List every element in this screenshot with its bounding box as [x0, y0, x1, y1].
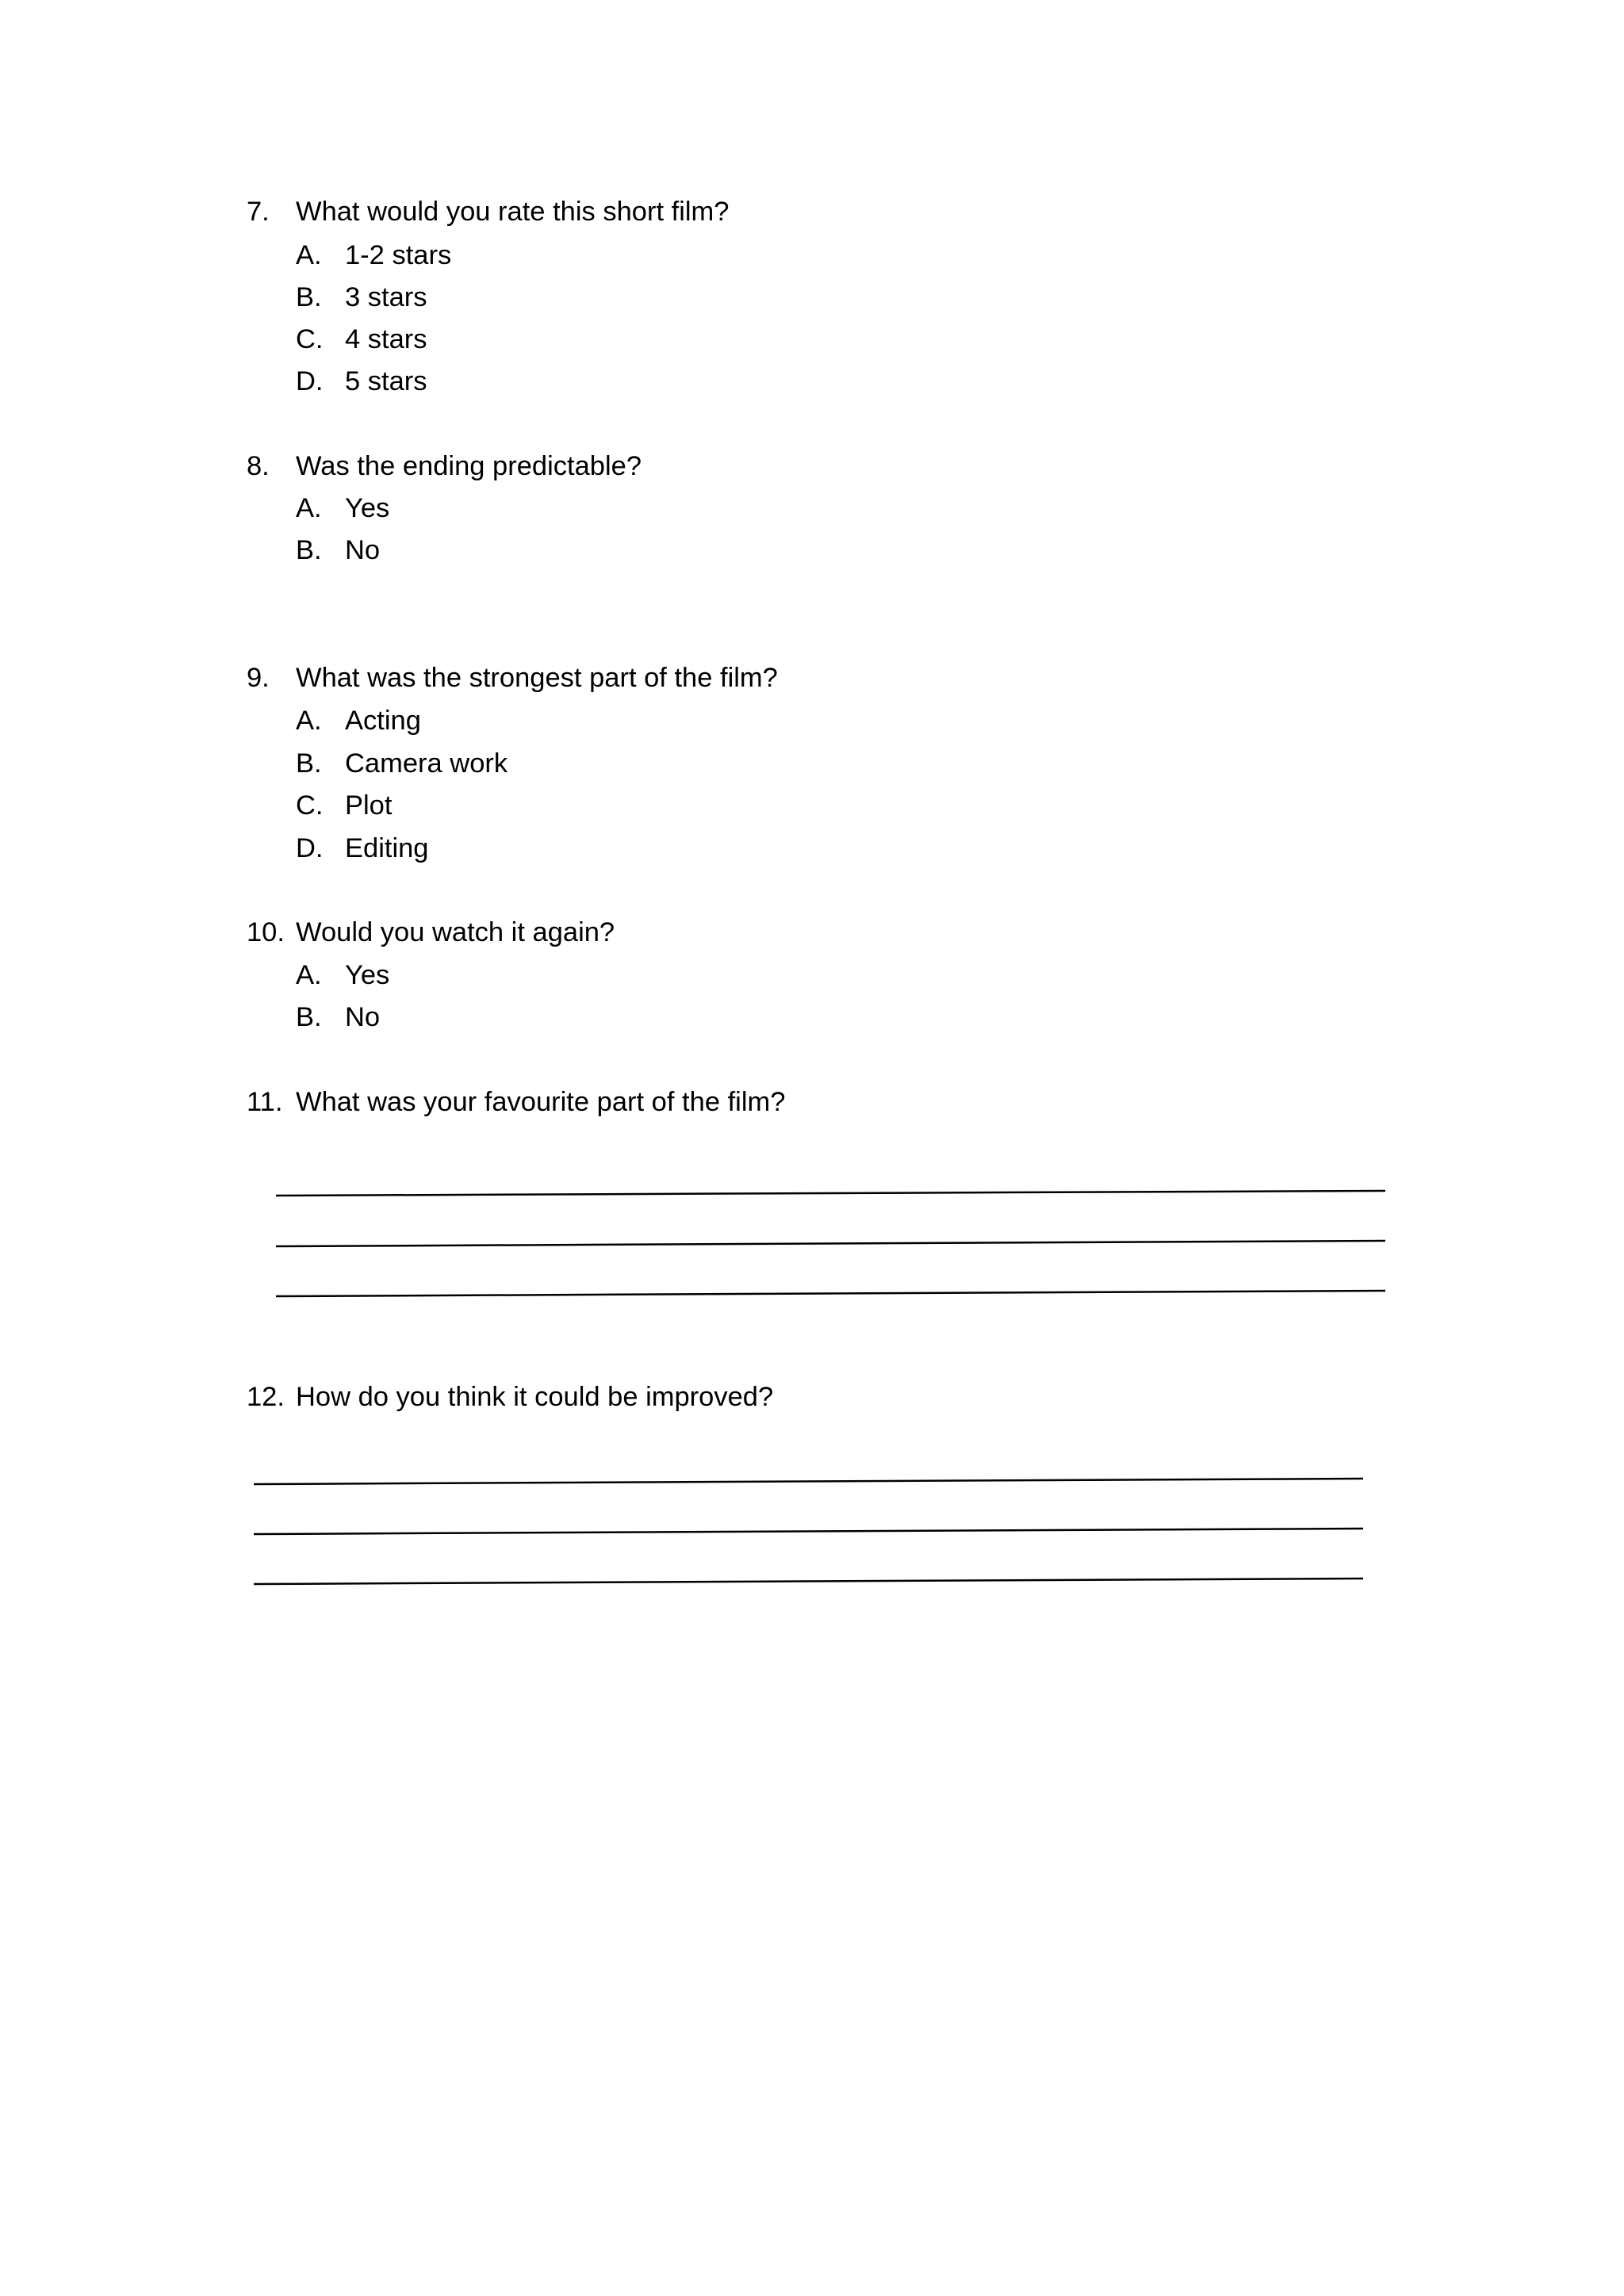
answer-line-11-1[interactable] [276, 1191, 1385, 1196]
option-letter: B. [296, 282, 322, 312]
option-letter: B. [296, 1002, 322, 1032]
question-text: Would you watch it again? [296, 917, 615, 947]
option-letter: C. [296, 790, 324, 821]
option-letter: B. [296, 748, 322, 779]
question-number: 12. [247, 1382, 285, 1412]
answer-line-11-3[interactable] [276, 1291, 1385, 1296]
option-text: Camera work [345, 748, 508, 779]
question-text: What was your favourite part of the film? [296, 1087, 786, 1117]
answer-line-12-1[interactable] [254, 1479, 1363, 1484]
answer-line-12-2[interactable] [254, 1529, 1363, 1534]
option-text: 3 stars [345, 282, 427, 312]
option-text: Plot [345, 790, 393, 821]
question-text: Was the ending predictable? [296, 451, 642, 481]
question-text: How do you think it could be improved? [296, 1382, 774, 1412]
question-number: 11. [247, 1087, 283, 1117]
option-letter: A. [296, 960, 322, 990]
question-number: 9. [247, 663, 270, 693]
question-text: What was the strongest part of the film? [296, 663, 778, 693]
option-text: 4 stars [345, 324, 427, 354]
question-text: What would you rate this short film? [296, 197, 730, 227]
question-number: 7. [247, 197, 270, 227]
option-text: No [345, 1002, 381, 1032]
answer-line-12-3[interactable] [254, 1578, 1363, 1584]
option-text: Acting [345, 706, 421, 736]
option-text: No [345, 535, 381, 565]
option-letter: D. [296, 366, 324, 396]
option-letter: A. [296, 493, 322, 523]
option-text: 5 stars [345, 366, 427, 396]
option-text: Yes [345, 960, 390, 990]
option-text: Yes [345, 493, 390, 523]
question-number: 8. [247, 451, 270, 481]
option-letter: B. [296, 535, 322, 565]
option-letter: A. [296, 706, 322, 736]
option-letter: A. [296, 240, 322, 270]
answer-line-11-2[interactable] [276, 1241, 1385, 1246]
question-number: 10. [247, 917, 285, 947]
option-letter: D. [296, 833, 324, 863]
option-text: 1-2 stars [345, 240, 452, 270]
option-text: Editing [345, 833, 429, 863]
option-letter: C. [296, 324, 324, 354]
